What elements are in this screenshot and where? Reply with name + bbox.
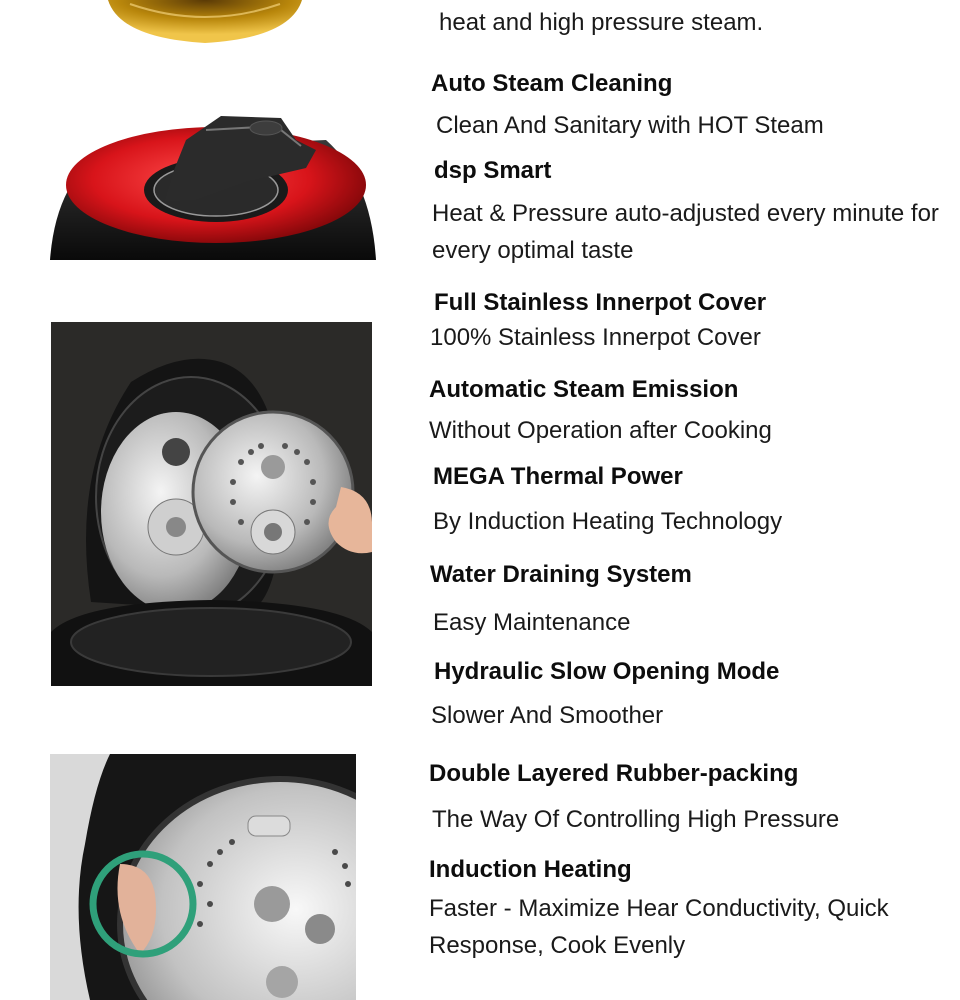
feature-desc-full-stainless-innerpot-cover: 100% Stainless Innerpot Cover <box>430 324 761 351</box>
intro-text: heat and high pressure steam. <box>439 9 764 36</box>
feature-heading-induction-heating: Induction Heating <box>429 856 632 883</box>
feature-heading-auto-steam-cleaning: Auto Steam Cleaning <box>431 70 673 97</box>
feature-desc-water-draining-system: Easy Maintenance <box>433 609 631 636</box>
feature-heading-double-layered-rubber-packing: Double Layered Rubber-packing <box>429 760 799 787</box>
feature-desc-hydraulic-slow-opening-mode: Slower And Smoother <box>431 702 664 729</box>
feature-desc-dsp-smart: Heat & Pressure auto-adjusted every minute for every optimal taste <box>432 200 939 264</box>
feature-heading-mega-thermal-power: MEGA Thermal Power <box>433 463 683 490</box>
feature-desc-automatic-steam-emission: Without Operation after Cooking <box>429 417 772 444</box>
feature-desc-induction-heating: Faster - Maximize Hear Conductivity, Quick Response, Cook Evenly <box>429 895 889 959</box>
feature-heading-automatic-steam-emission: Automatic Steam Emission <box>429 376 739 403</box>
feature-desc-auto-steam-cleaning: Clean And Sanitary with HOT Steam <box>436 112 824 139</box>
red-lid-cooker-image <box>46 110 378 260</box>
rubber-packing-closeup-image <box>50 754 356 1000</box>
feature-desc-mega-thermal-power: By Induction Heating Technology <box>433 508 783 535</box>
feature-desc-double-layered-rubber-packing: The Way Of Controlling High Pressure <box>432 806 840 833</box>
feature-heading-full-stainless-innerpot-cover: Full Stainless Innerpot Cover <box>434 289 767 316</box>
feature-heading-dsp-smart: dsp Smart <box>434 157 552 184</box>
feature-heading-hydraulic-slow-opening-mode: Hydraulic Slow Opening Mode <box>434 658 780 685</box>
feature-heading-water-draining-system: Water Draining System <box>430 561 692 588</box>
open-cooker-stainless-cover-image <box>51 322 372 686</box>
gold-inner-pot-image <box>100 0 310 46</box>
